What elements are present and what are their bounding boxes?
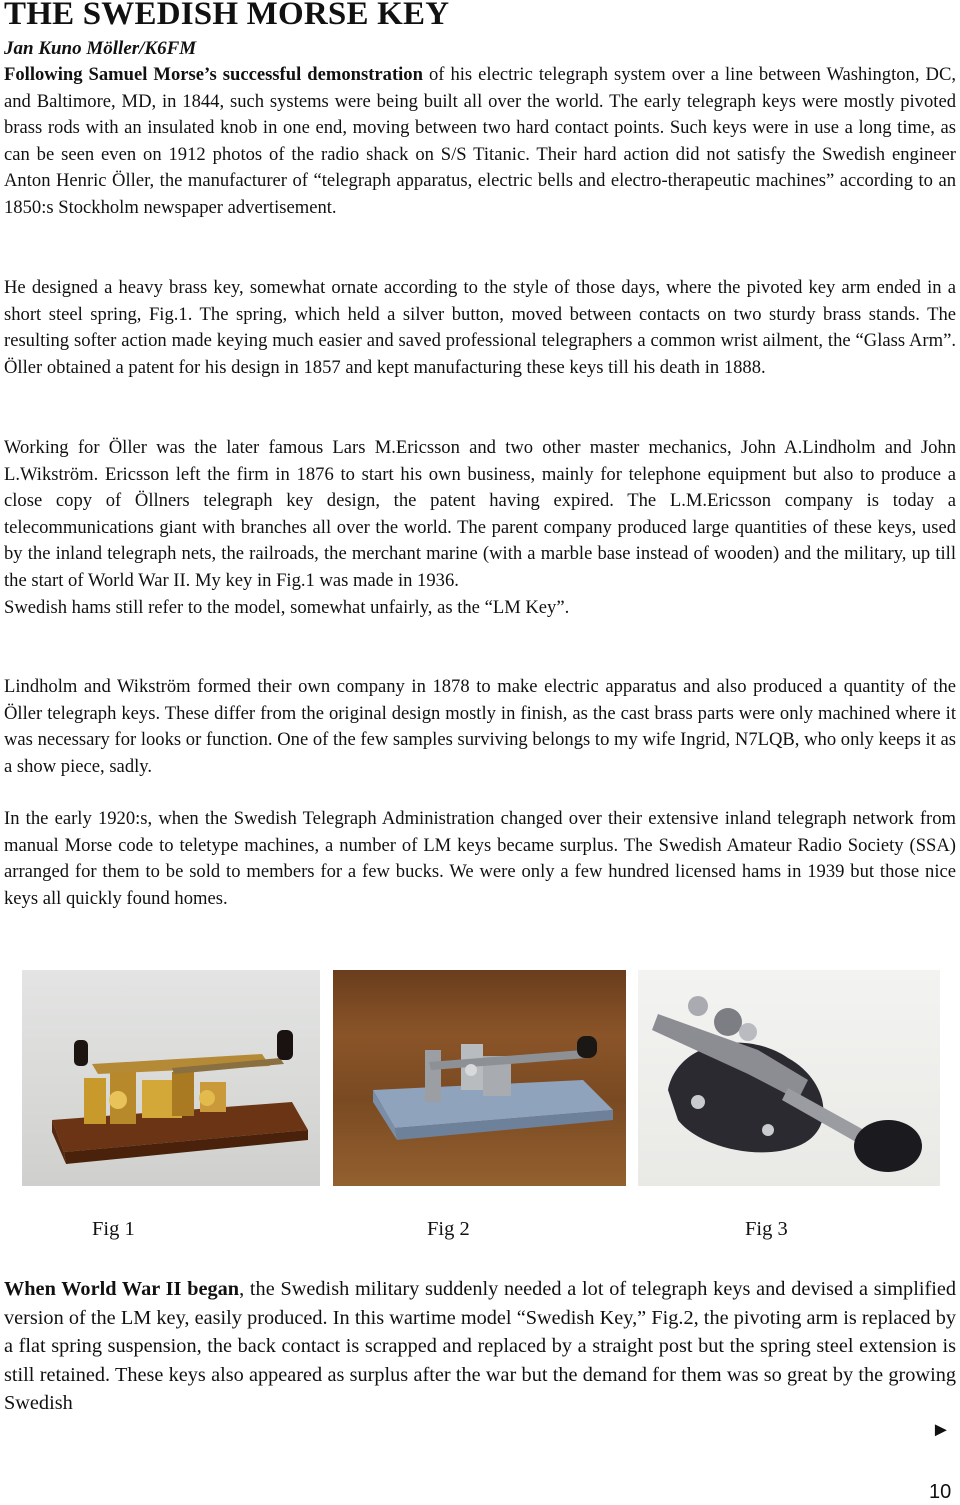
- page-number: 10: [929, 1481, 952, 1503]
- paragraph-intro: [4, 62, 956, 222]
- black-key-illustration: [638, 970, 940, 1186]
- paragraph-ericsson-body: Working for Öller was the later famous Lars M.Ericsson and two other master mechanics, John A.Lindholm and John L.Wikström. Ericsson left the firm in 1876 to start his own business, mainly for telephone equipment but also to produce a close copy of Öllners telegraph key design, the patent having expired. The L.M.Ericsson company is today a telecommunications giant with branches all over the world. The parent company produced large quantities of these keys, used by the inland telegraph nets, the railroads, the merchant marine (with a marble base instead of wooden) and the military, up till the start of World War II. My key in Fig.1 was made in 1936.: [4, 437, 956, 591]
- paragraph-surplus: In the early 1920:s, when the Swedish Telegraph Administration changed over their extensive inland telegraph network from manual Morse code to teletype machines, a number of LM keys became surplus. The Swedish Amateur Radio Society (SSA) arranged for them to be sold to members for a few bucks. We were only a few hundred licensed hams in 1939 but those nice keys all quickly found homes.: [4, 808, 956, 909]
- paragraph-lm-key: Swedish hams still refer to the model, somewhat unfairly, as the “LM Key”.: [4, 596, 570, 618]
- figure-3-photo: [638, 970, 940, 1186]
- paragraph-intro-body: of his electric telegraph system over a line between Washington, DC, and Baltimore, MD, in 1844, such systems were being built all over the world. The early telegraph keys were mostly pivoted brass rods with an insulated knob in one end, moving between two hard contact points. Such keys were in use a long time, as can be seen even on 1912 photos of the radio shack on S/S Titanic. Their hard action did not satisfy the Swedish engineer Anton Henric Öller, the manufacturer of “telegraph apparatus, electric bells and electro-therapeutic machines” according to an 1850:s Stockholm newspaper advertisement.: [4, 64, 956, 218]
- figure-3-caption: Fig 3: [745, 1218, 788, 1240]
- paragraph-design: He designed a heavy brass key, somewhat ornate according to the style of those days, where the pivoted key arm ended in a short steel spring, Fig.1. The spring, which held a silver button, moved between contacts on two sturdy brass stands. The resulting softer action made keying much easier and saved professional telegraphers a common wrist ailment, the “Glass Arm”. Öller obtained a patent for his design in 1857 and kept manufacturing these keys till his death in 1888.: [4, 277, 956, 378]
- paragraph-wartime-lead: When World War II began: [4, 1278, 240, 1300]
- figure-2-photo: [333, 970, 626, 1186]
- continue-arrow-icon: ►: [931, 1419, 951, 1441]
- paragraph-wartime: [4, 1275, 956, 1418]
- paragraph-ericsson: [4, 435, 956, 621]
- brass-key-illustration: [22, 970, 320, 1186]
- gray-key-illustration: [333, 970, 626, 1186]
- paragraph-intro-lead: Following Samuel Morse’s successful demonstration: [4, 64, 423, 85]
- page-title: THE SWEDISH MORSE KEY: [4, 0, 450, 32]
- figure-1-photo: [22, 970, 320, 1186]
- paragraph-wartime-body: , the Swedish military suddenly needed a lot of telegraph keys and devised a simplified version of the LM key, easily produced. In this wartime model “Swedish Key,” Fig.2, the pivoting arm is replaced by a flat spring suspension, the back contact is scrapped and replaced by a straight post but the spring steel extension is still retained. These keys also appeared as surplus after the war but the demand for them was so great by the growing Swedish: [4, 1278, 956, 1414]
- figure-2-caption: Fig 2: [427, 1218, 470, 1240]
- paragraph-lindholm: Lindholm and Wikström formed their own company in 1878 to make electric apparatus and also produced a quantity of the Öller telegraph keys. These differ from the original design mostly in finish, as the cast brass parts were only machined where it was necessary for looks or function. One of the few samples surviving belongs to my wife Ingrid, N7LQB, who only keeps it as a show piece, sadly.: [4, 676, 956, 777]
- author-line: Jan Kuno Möller/K6FM: [4, 38, 197, 59]
- figure-1-caption: Fig 1: [92, 1218, 135, 1240]
